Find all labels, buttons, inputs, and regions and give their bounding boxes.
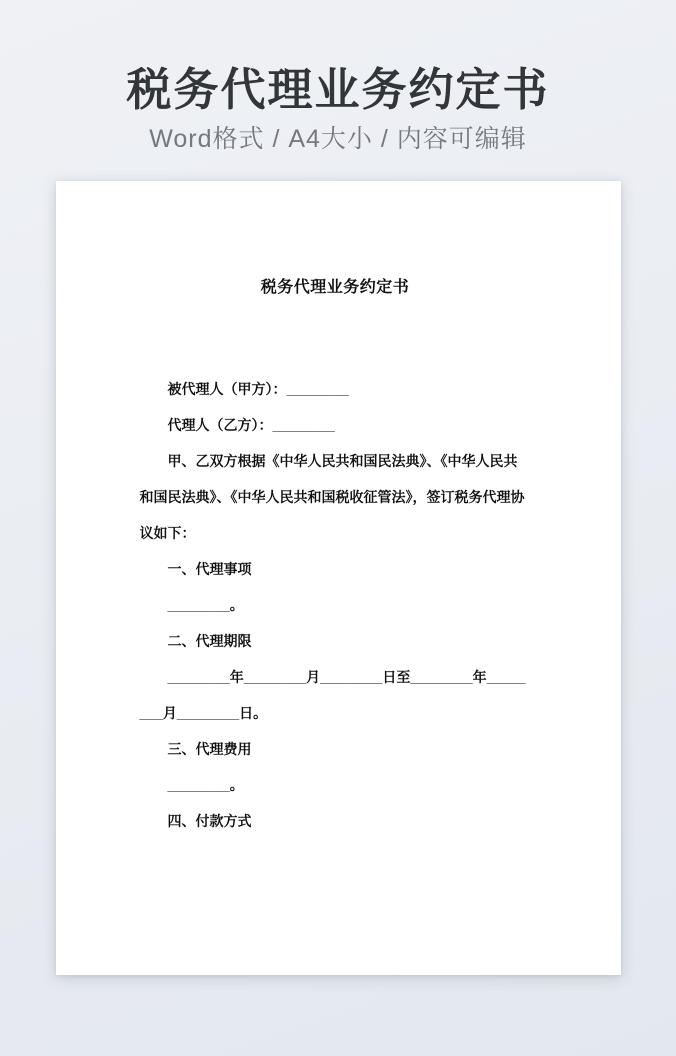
page-title: 税务代理业务约定书 [126, 64, 550, 115]
doc-heading-section-3: 三、代理费用 [167, 741, 252, 757]
doc-date-range-line: ________年________月________日至________年________月________日。 [139, 669, 526, 721]
doc-paragraph-party-b: 代理人（乙方）：________ [167, 417, 335, 433]
doc-heading-section-2: 二、代理期限 [167, 633, 252, 649]
page-subtitle: Word格式 / A4大小 / 内容可编辑 [149, 125, 527, 153]
doc-heading-section-1: 一、代理事项 [167, 561, 252, 577]
doc-blank-line-section-1: ________。 [167, 597, 244, 613]
doc-paragraph-preamble: 甲、乙双方根据《中华人民共和国民法典》、《中华人民共和国民法典》、《中华人民共和国税收征管法》，签订税务代理协议如下： [139, 453, 525, 541]
doc-heading-section-4: 四、付款方式 [167, 813, 252, 829]
document-body [140, 371, 531, 839]
doc-blank-line-section-3: ________。 [167, 777, 244, 793]
document-preview-paper [56, 181, 621, 975]
doc-paragraph-party-a: 被代理人（甲方）：________ [167, 381, 349, 397]
page-header [0, 0, 676, 154]
document-title: 税务代理业务约定书 [260, 279, 410, 296]
